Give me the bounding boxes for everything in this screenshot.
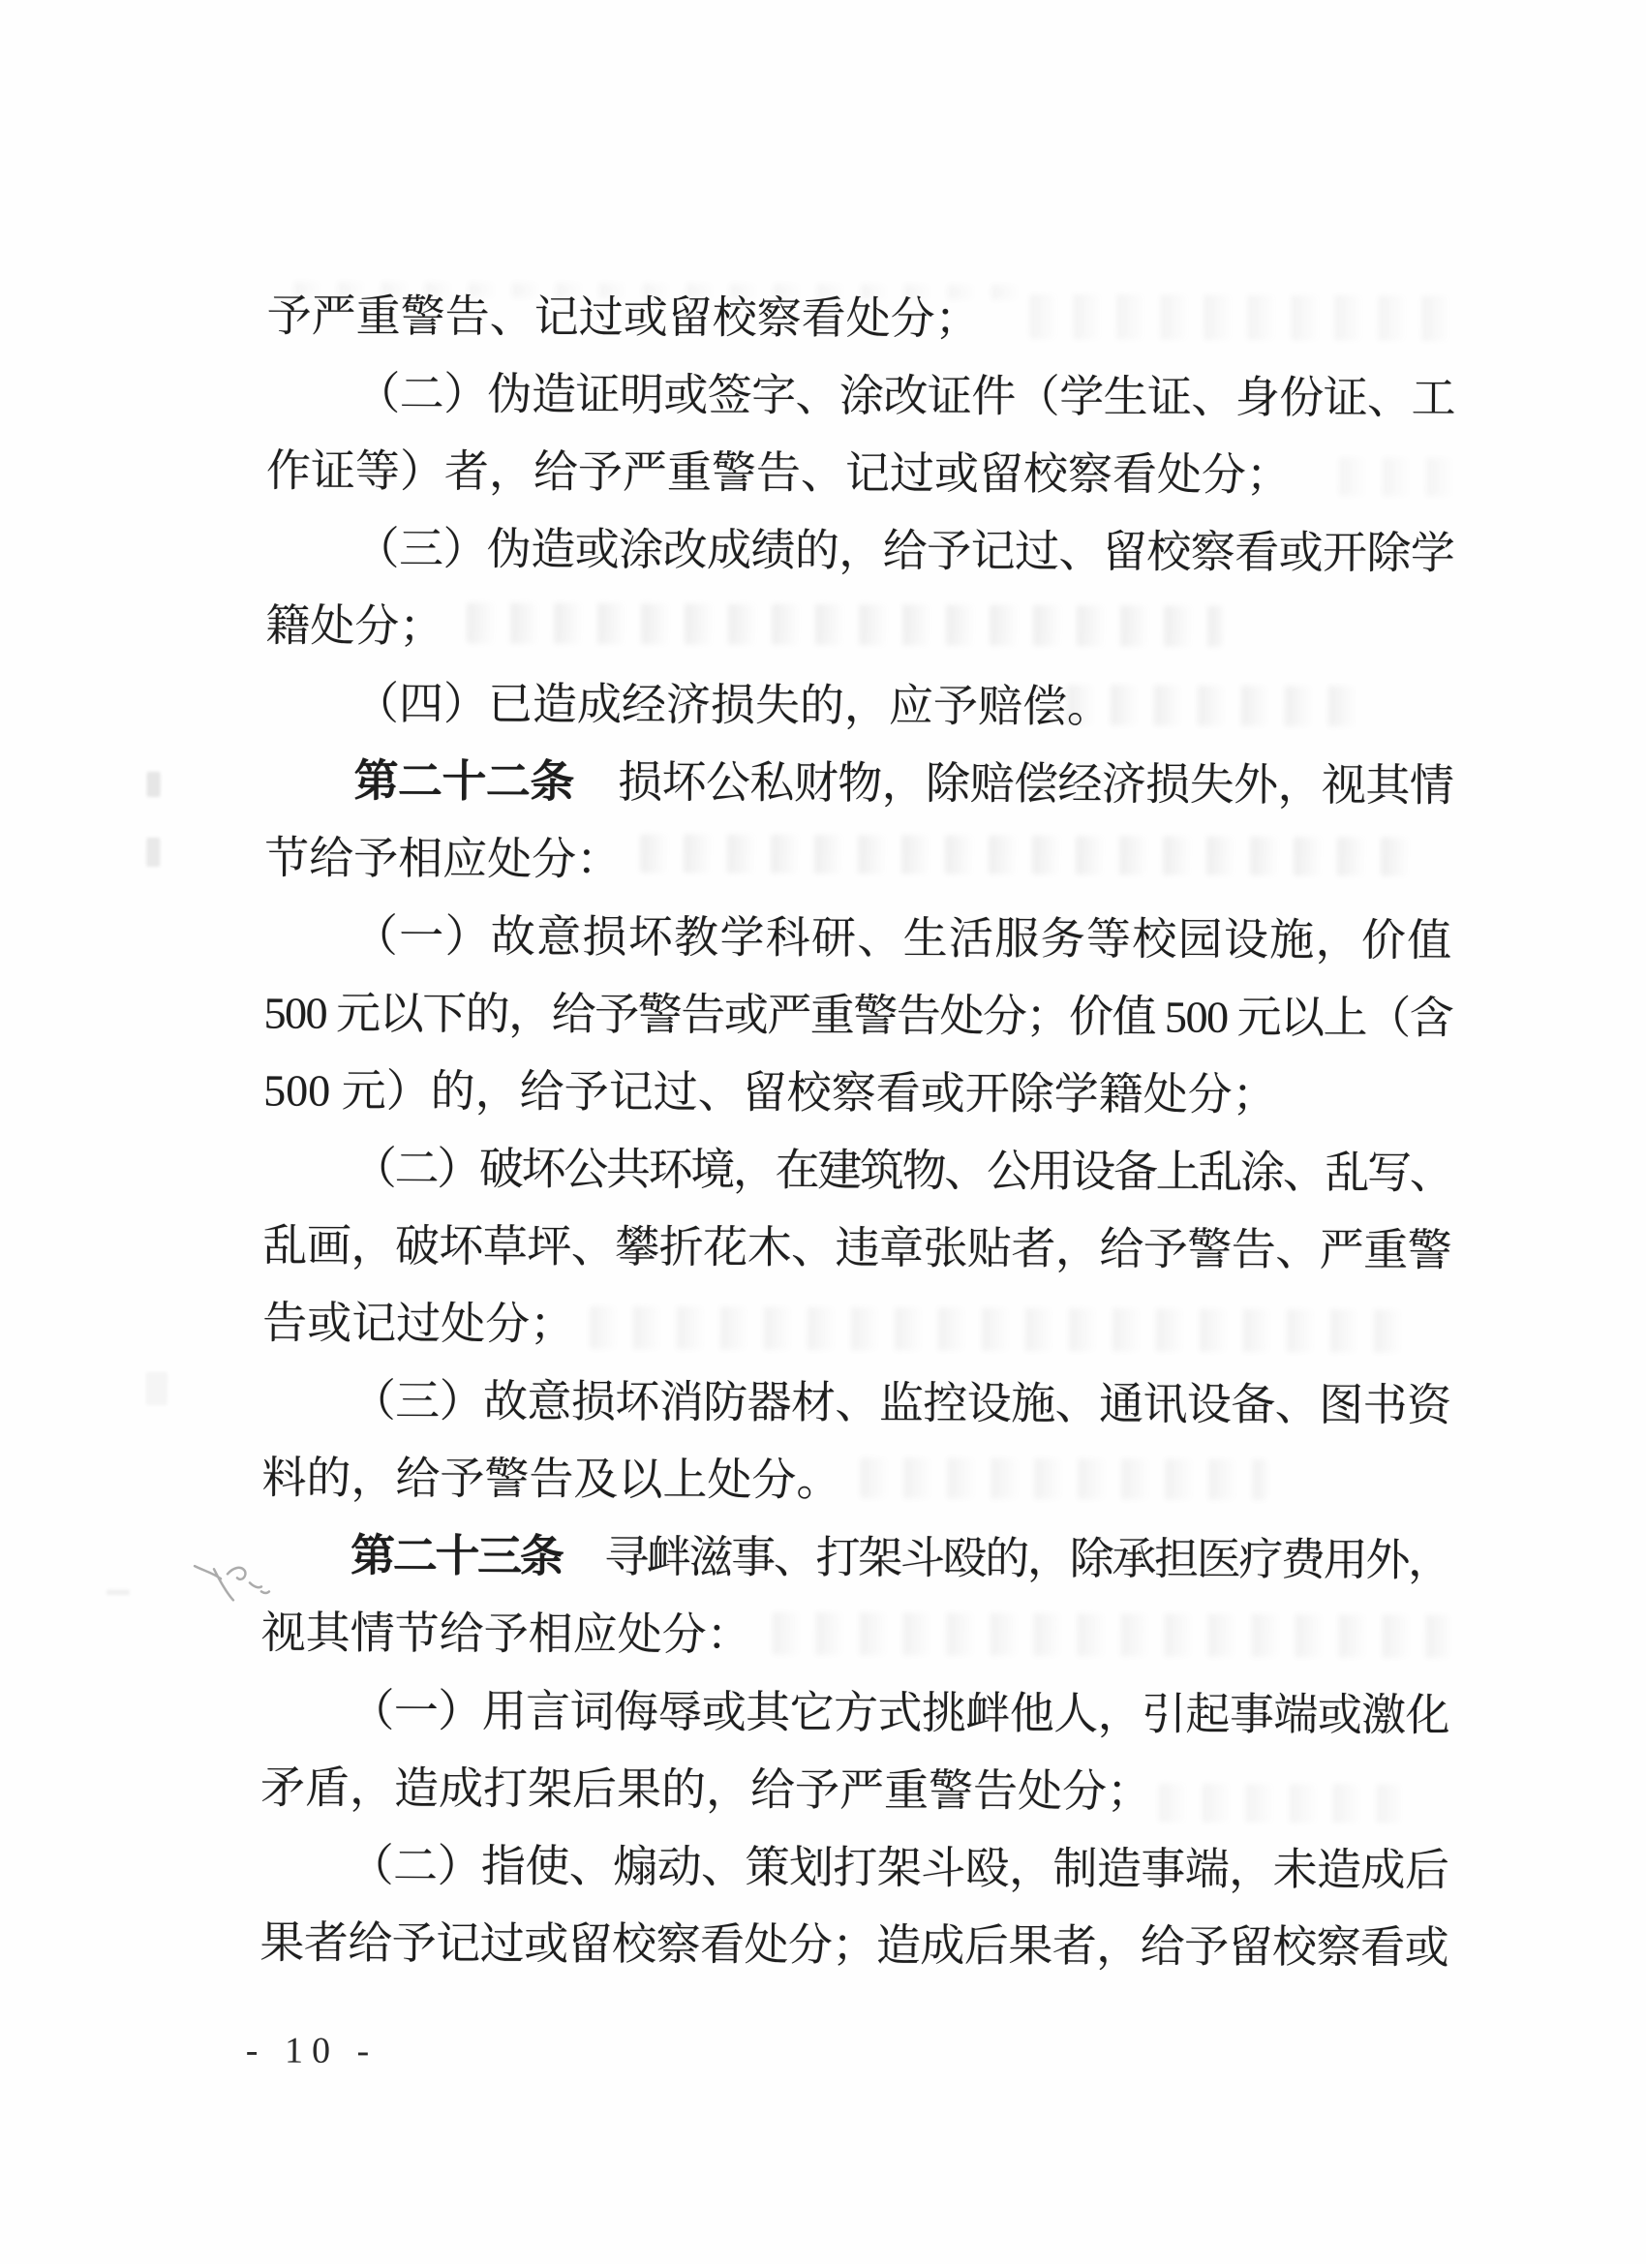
document-text-block xyxy=(259,277,1456,1986)
page-number: - 10 - xyxy=(245,2030,379,2072)
edge-smudge-artifact xyxy=(107,1590,130,1595)
text-line: 视其情节给予相应处分： xyxy=(260,1608,751,1660)
text-line: 矛盾，造成打架后果的，给予严重警告处分； xyxy=(259,1762,1152,1817)
text-line: 节给予相应处分： xyxy=(264,833,622,885)
text-line: 乱画，破坏草坪、攀折花木、违章张贴者，给予警告、严重警 xyxy=(262,1220,1452,1275)
text-line-article-23: 第二十三条 寻衅滋事、打架斗殴的，除承担医疗费用外， xyxy=(350,1530,1450,1585)
text-line: 500 元以下的，给予警告或严重警告处分；价值 500 元以上（含 xyxy=(263,988,1453,1043)
text-line: （四）已造成经济损失的，应予赔偿。 xyxy=(353,678,1113,732)
text-line: 料的，给予警告及以上处分。 xyxy=(261,1453,841,1506)
text-line: （一）用言词侮辱或其它方式挑衅他人，引起事端或激化 xyxy=(350,1685,1450,1740)
text-line: （三）故意损坏消防器材、监控设施、通讯设备、图书资 xyxy=(351,1375,1451,1430)
text-line: 予严重警告、记过或留校察看处分； xyxy=(266,291,980,344)
text-line: （一）故意损坏教学科研、生活服务等校园设施，价值 xyxy=(352,910,1453,965)
article-number: 第二十二条 xyxy=(353,755,574,807)
text-line: 作证等）者，给予严重警告、记过或留校察看处分； xyxy=(265,445,1292,501)
article-number: 第二十三条 xyxy=(350,1530,563,1581)
text-line: （二）伪造证明或签字、涂改证件（学生证、身份证、工 xyxy=(355,368,1456,423)
text-line: （二）破坏公共环境，在建筑物、公用设备上乱涂、乱写、 xyxy=(351,1143,1452,1198)
text-line: 果者给予记过或留校察看处分；造成后果者，给予留校察看或 xyxy=(259,1917,1449,1973)
text-line: （三）伪造或涂改成绩的，给予记过、留校察看或开除学 xyxy=(354,523,1455,578)
text-line: 告或记过处分； xyxy=(262,1298,575,1349)
text-line: 500 元）的，给予记过、留校察看或开除学籍处分； xyxy=(263,1065,1277,1120)
text-line: 籍处分； xyxy=(265,600,444,652)
text-line-article-22: 第二十二条 损坏公私财物，除赔偿经济损失外，视其情 xyxy=(353,755,1454,811)
edge-smudge-artifact xyxy=(146,1372,168,1405)
edge-smudge-artifact xyxy=(146,838,160,867)
edge-smudge-artifact xyxy=(147,772,161,797)
text-line: （二）指使、煽动、策划打架斗殴，制造事端，未造成后 xyxy=(349,1840,1449,1895)
